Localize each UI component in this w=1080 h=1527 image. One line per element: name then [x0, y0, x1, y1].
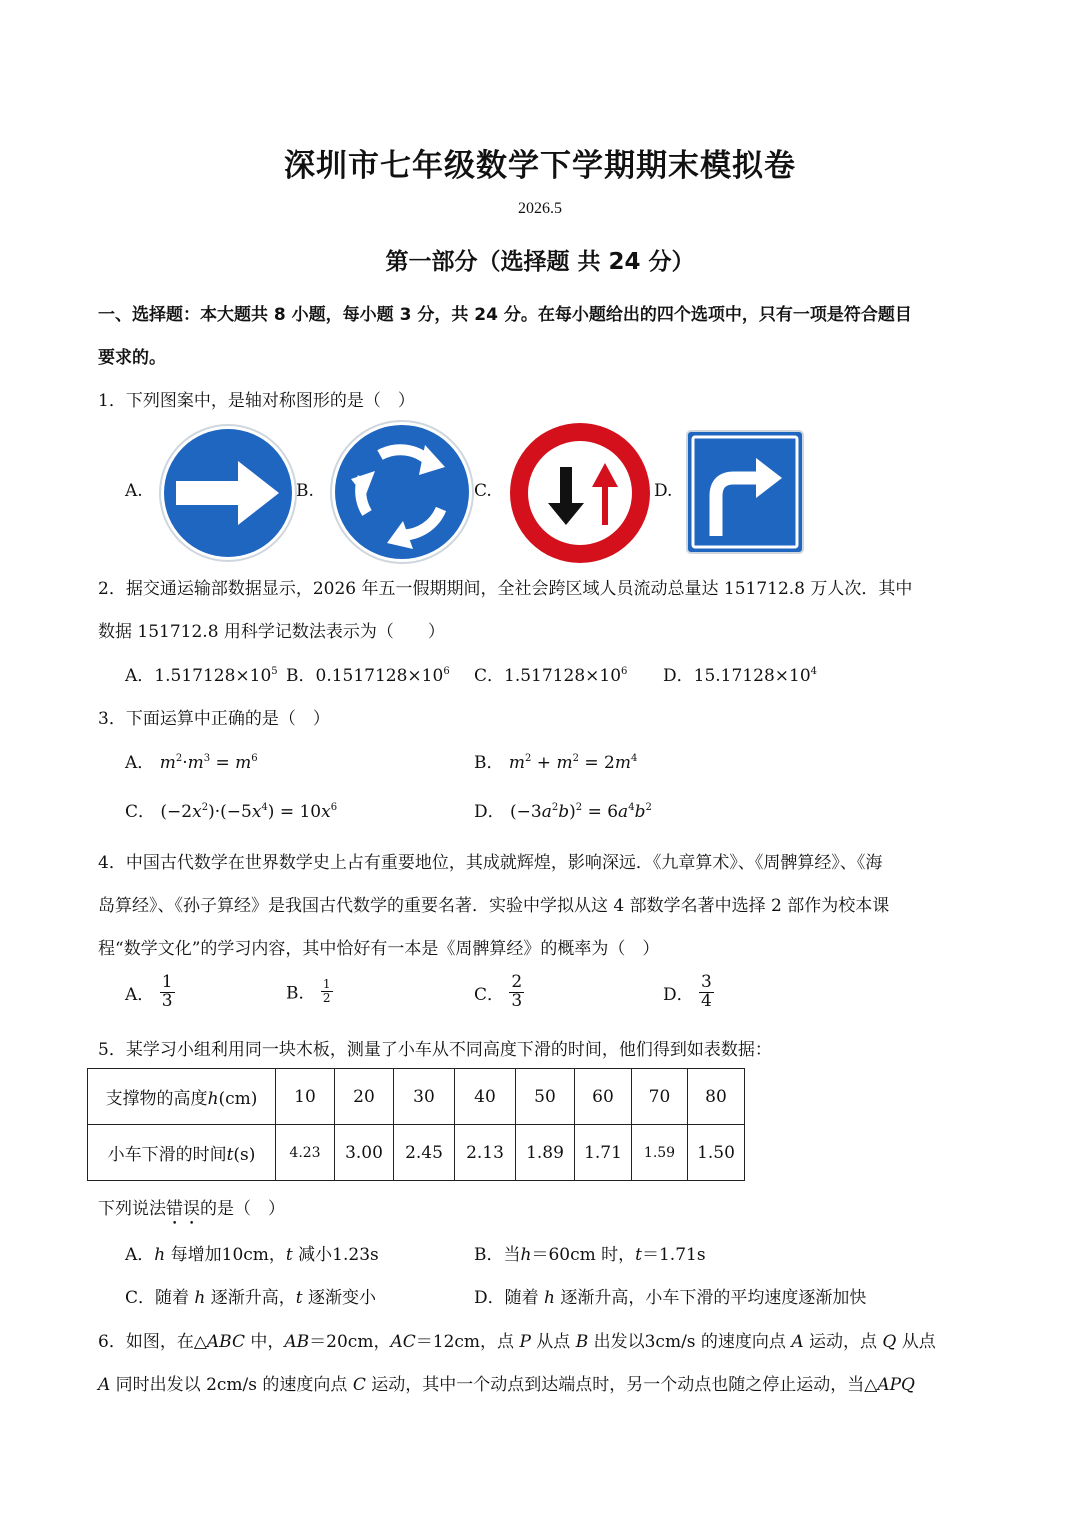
fraction: [160, 974, 175, 1011]
q1-option-a-label: A.: [125, 481, 143, 501]
option-label: A．: [125, 753, 155, 773]
exam-date: 2026.5: [518, 200, 562, 217]
prompt-text: 下列说法: [98, 1199, 166, 1219]
question-6-line1: [98, 1327, 936, 1352]
row-header-unit: (cm): [218, 1089, 258, 1109]
section-heading: 一、选择题：本大题共 8 小题，每小题 3 分，共 24 分。在每小题给出的四个选项中，只有一项是符合题目: [98, 305, 912, 325]
math-var: C: [352, 1375, 366, 1395]
option-label: C．: [474, 984, 505, 1005]
table-cell: 1.89: [516, 1125, 575, 1181]
fraction-numerator: 1: [322, 977, 331, 991]
table-row: [88, 1125, 745, 1181]
option-label: D．: [663, 666, 694, 686]
math-var: ABC: [206, 1332, 245, 1352]
emphasis-text: 错误: [166, 1199, 200, 1219]
right-arrow-sign-icon: [158, 423, 298, 563]
math-var: APQ: [877, 1375, 915, 1395]
option-value: 15.17128×10: [693, 666, 811, 686]
q4-option-c: [474, 974, 524, 1011]
fraction-denominator: 3: [511, 990, 523, 1011]
option-label: D．: [474, 1288, 505, 1308]
question-5-stem: 5．某学习小组利用同一块木板，测量了小车从不同高度下滑的时间，他们得到如表数据：: [98, 1040, 772, 1060]
option-label: A．: [125, 984, 155, 1005]
row-header-unit: (s): [233, 1145, 256, 1165]
section-heading-cont: 要求的。: [98, 348, 166, 368]
page-title: 深圳市七年级数学下学期期末模拟卷: [284, 148, 796, 184]
fraction-numerator: 2: [511, 972, 523, 992]
option-label: B．: [286, 666, 316, 686]
table-cell: 3.00: [335, 1125, 394, 1181]
q3-option-a: [125, 748, 258, 773]
priority-oncoming-sign-icon: [508, 421, 652, 565]
option-text: 随着: [504, 1288, 545, 1308]
question-4-line3: 程“数学文化”的学习内容，其中恰好有一本是《周髀算经》的概率为（ ）: [98, 939, 660, 959]
question-5-prompt: [98, 1194, 285, 1229]
table-cell: 20: [335, 1069, 394, 1125]
math-var: AC: [390, 1332, 416, 1352]
table-cell: 2.45: [394, 1125, 455, 1181]
option-text: 减小1.23s: [292, 1245, 379, 1265]
q2-option-a: [125, 661, 278, 686]
table-cell: 4.23: [276, 1125, 335, 1181]
option-label: C．: [125, 802, 156, 822]
variable-t: t: [285, 1245, 293, 1265]
math-expression: $(-3a^2b)^2 = 6a^4b^2$: [510, 802, 652, 822]
fraction: [509, 974, 524, 1011]
option-text: 当: [503, 1245, 521, 1265]
fraction-denominator: 4: [701, 990, 712, 1011]
table-cell: 60: [575, 1069, 632, 1125]
option-text: 逐渐升高，: [205, 1288, 296, 1308]
option-label: D．: [663, 984, 694, 1005]
table-cell: 30: [394, 1069, 455, 1125]
q4-option-a: [125, 974, 175, 1011]
option-text: 逐渐升高，小车下滑的平均速度逐渐加快: [555, 1288, 867, 1308]
q2-option-b: [286, 661, 450, 686]
math-expression: $m^2\cdot m^3 = m^6$: [159, 753, 258, 773]
prompt-text: 的是（ ）: [200, 1199, 285, 1219]
variable-t: t: [226, 1145, 234, 1165]
table-cell: 10: [276, 1069, 335, 1125]
fraction: [699, 974, 714, 1011]
variable-h: h: [194, 1288, 206, 1308]
text: 6．如图，在△: [98, 1332, 207, 1352]
table-cell: 1.71: [575, 1125, 632, 1181]
math-var: P: [519, 1332, 531, 1352]
q5-option-b: [474, 1240, 706, 1265]
option-label: C．: [125, 1288, 156, 1308]
q2-option-c: [474, 661, 627, 686]
math-var: A: [98, 1375, 111, 1395]
question-4-line1: 4．中国古代数学在世界数学史上占有重要地位，其成就辉煌，影响深远．《九章算术》、《周髀算经》、《海: [98, 853, 883, 873]
option-value: 0.1517128×10: [315, 666, 444, 686]
q5-option-d: [474, 1283, 866, 1308]
turn-right-sign-icon: [686, 430, 804, 554]
table-cell: 40: [455, 1069, 516, 1125]
variable-h: h: [207, 1089, 219, 1109]
q4-option-b: [286, 978, 333, 1004]
option-text: 每增加10cm，: [165, 1245, 286, 1265]
option-exponent: 4: [810, 666, 818, 677]
question-3-stem: 3．下面运算中正确的是（ ）: [98, 709, 330, 729]
option-exponent: 6: [443, 666, 450, 677]
q1-option-c-label: C.: [474, 481, 492, 501]
question-2-line2: 数据 151712.8 用科学记数法表示为（ ）: [98, 622, 445, 642]
q1-option-d-label: D.: [654, 481, 673, 501]
option-label: B．: [286, 983, 316, 1004]
text: 从点: [896, 1332, 936, 1352]
option-label: A．: [125, 1245, 155, 1265]
option-value: 1.517128×10: [154, 666, 272, 686]
option-text: ＝1.71s: [641, 1245, 706, 1265]
fraction-numerator: 1: [161, 972, 173, 992]
part-title: 第一部分（选择题 共 24 分）: [385, 249, 695, 275]
math-var: AB: [284, 1332, 310, 1352]
math-var: A: [791, 1332, 804, 1352]
question-6-line2: [98, 1370, 915, 1395]
option-exponent: 5: [271, 666, 278, 677]
fraction-numerator: 3: [701, 972, 712, 992]
question-4-line2: 岛算经》、《孙子算经》是我国古代数学的重要名著．实验中学拟从这 4 部数学名著中选择 2 部作为校本课: [98, 896, 890, 916]
q5-option-a: [125, 1240, 379, 1265]
math-var: Q: [882, 1332, 897, 1352]
table-cell: 1.50: [688, 1125, 745, 1181]
option-label: A．: [125, 666, 155, 686]
text: 中，: [244, 1332, 285, 1352]
text: ＝20cm，: [309, 1332, 391, 1352]
fraction: [321, 978, 333, 1004]
math-expression: $m^2 + m^2 = 2m^4$: [508, 753, 638, 773]
math-expression: $(-2x^2)\cdot(-5x^4) = 10x^6$: [160, 802, 338, 822]
variable-h: h: [520, 1245, 532, 1265]
row-header-time: [88, 1125, 276, 1181]
variable-h: h: [544, 1288, 555, 1308]
math-var: B: [575, 1332, 589, 1352]
question-1-stem: 1．下列图案中，是轴对称图形的是（ ）: [98, 391, 415, 411]
q3-option-c: [125, 797, 337, 822]
table-cell: 80: [688, 1069, 745, 1125]
option-text: ＝60cm 时，: [531, 1245, 636, 1265]
text: 运动，其中一个动点到达端点时，另一个动点也随之停止运动，当△: [365, 1375, 878, 1395]
q1-option-b-label: B.: [296, 481, 314, 501]
table-cell: 1.59: [632, 1125, 688, 1181]
data-table: [87, 1068, 745, 1181]
q4-option-d: [663, 974, 714, 1011]
q5-option-c: [125, 1283, 376, 1308]
option-exponent: 6: [621, 666, 628, 677]
table-cell: 50: [516, 1069, 575, 1125]
fraction-denominator: 2: [322, 990, 331, 1005]
text: ＝12cm，点: [415, 1332, 520, 1352]
option-label: B．: [474, 1245, 504, 1265]
table-row: [88, 1069, 745, 1125]
variable-h: h: [154, 1245, 166, 1265]
row-header-height: [88, 1069, 276, 1125]
text: 同时出发以 2cm/s 的速度向点: [110, 1375, 353, 1395]
option-label: C．: [474, 666, 505, 686]
variable-t: t: [635, 1245, 642, 1265]
table-cell: 2.13: [455, 1125, 516, 1181]
q3-option-d: [474, 797, 652, 822]
row-header-text: 小车下滑的时间: [107, 1145, 227, 1165]
q2-option-d: [663, 661, 817, 686]
table-cell: 70: [632, 1069, 688, 1125]
option-label: D．: [474, 802, 505, 822]
row-header-text: 支撑物的高度: [105, 1089, 208, 1109]
text: 从点: [530, 1332, 576, 1352]
text: 出发以3cm/s 的速度向点: [588, 1332, 792, 1352]
text: 运动，点: [803, 1332, 883, 1352]
variable-t: t: [295, 1288, 303, 1308]
option-text: 随着: [155, 1288, 195, 1308]
q3-option-b: [474, 748, 637, 773]
option-label: B．: [474, 753, 504, 773]
fraction-denominator: 3: [161, 990, 173, 1011]
question-2-line1: 2．据交通运输部数据显示，2026 年五一假期期间，全社会跨区域人员流动总量达 151712.8 万人次．其中: [98, 579, 913, 599]
option-value: 1.517128×10: [504, 666, 622, 686]
roundabout-sign-icon: [329, 419, 475, 565]
option-text: 逐渐变小: [302, 1288, 377, 1308]
